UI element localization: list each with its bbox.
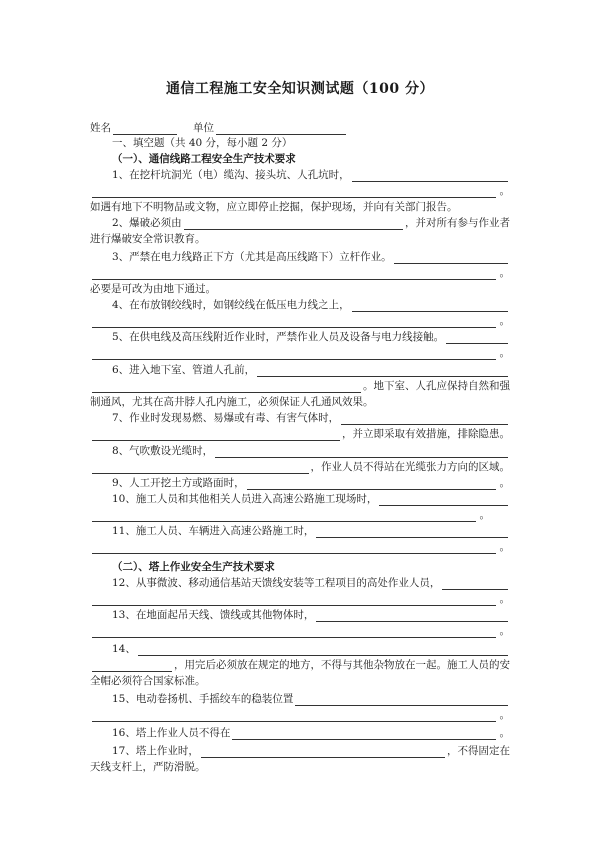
question-11-line2: 。 [90,540,510,554]
question-1-cont: 如遇有地下不明物品或文物，应立即停止挖掘，保护现场，并向有关部门报告。 [90,201,458,213]
q2-blank[interactable] [184,217,403,230]
question-2: 2、爆破必须由 ，并对所有参与作业者 [112,217,510,229]
question-7-line2: ，并立即采取有效措施，排除隐患。 [90,427,510,441]
q11-blank[interactable] [316,525,508,538]
q10-blank[interactable] [379,493,508,506]
question-16: 16、塔上作业人员不得在 。 [112,727,510,739]
q6-blank-2[interactable] [92,380,361,393]
q5-blank-2[interactable] [92,347,496,360]
question-6-cont: 制通风，尤其在高井脖人孔内施工，必须保证人孔通风效果。 [90,396,374,408]
name-label: 姓名 [90,122,111,134]
q16-blank[interactable] [232,727,495,740]
q3-blank[interactable] [394,251,508,264]
question-7: 7、作业时发现易燃、易爆或有毒、有害气体时， [90,411,510,425]
question-6-line2: 。地下室、人孔应保持自然和强 [90,379,510,393]
question-6: 6、进入地下室、管道人孔前， [90,363,510,377]
q4-blank[interactable] [352,299,508,312]
q15-blank-2[interactable] [92,709,496,722]
q4-blank-2[interactable] [92,315,496,328]
question-10: 10、施工人员和其他相关人员进入高速公路施工现场时， [90,492,510,506]
question-8-line2: ，作业人员不得站在光缆张力方向的区域。 [90,460,510,474]
q17-blank[interactable] [201,745,445,758]
question-2-cont: 进行爆破安全常识教育。 [90,233,206,245]
q9-blank[interactable] [247,477,496,490]
question-8: 8、气吹敷设光缆时， [90,444,510,458]
q12-blank[interactable] [442,577,508,590]
q6-blank[interactable] [257,364,508,377]
q14-blank[interactable] [138,643,508,656]
question-14-cont: 全帽必须符合国家标准。 [90,675,206,687]
q15-blank[interactable] [295,693,508,706]
q1-blank[interactable] [352,169,508,182]
q7-blank[interactable] [341,412,508,425]
question-17: 17、塔上作业时， ，不得固定在 [112,745,510,757]
q11-blank-2[interactable] [92,541,496,554]
q3-blank-2[interactable] [92,267,496,280]
question-11: 11、施工人员、车辆进入高速公路施工时， [90,524,510,538]
part1-heading: 一、填空题（共 40 分，每小题 2 分） [112,137,293,149]
question-17-cont: 天线支杆上，严防滑脱。 [90,761,206,773]
section1-heading: （一）、通信线路工程安全生产技术要求 [112,153,296,165]
question-13-line2: 。 [90,624,510,638]
question-13: 13、在地面起吊天线、馈线或其他物体时， [90,608,510,622]
question-1: 1、在挖杆坑洞光（电）缆沟、接头坑、人孔坑时， [90,168,510,182]
q14-blank-2[interactable] [92,659,172,672]
question-12-line2: 。 [90,592,510,606]
question-14: 14、 [90,642,510,656]
question-4-line2: 。 [90,314,510,328]
question-4: 4、在布放钢绞线时，如钢绞线在低压电力线之上， [90,298,510,312]
q12-blank-2[interactable] [92,593,496,606]
question-5-line2: 。 [90,346,510,360]
q5-blank[interactable] [446,331,508,344]
q10-blank-2[interactable] [92,509,476,522]
q13-blank-2[interactable] [92,625,496,638]
question-14-line2: ，用完后必须放在规定的地方，不得与其他杂物放在一起。施工人员的安 [90,658,510,672]
question-15: 15、电动卷扬机、手摇绞车的稳装位置 [90,692,510,706]
question-15-line2: 。 [90,708,510,722]
question-5: 5、在供电线及高压线附近作业时，严禁作业人员及设备与电力线接触。 [90,330,510,344]
exam-title: 通信工程施工安全知识测试题（100 分） [165,81,435,97]
question-12: 12、从事微波、移动通信基站天馈线安装等工程项目的高处作业人员， [90,576,510,590]
question-10-line2: 。 [90,508,490,522]
question-3-cont: 必要是可改为由地下通过。 [90,283,216,295]
q8-blank-2[interactable] [92,461,309,474]
question-1-line2: 。 [90,184,510,198]
section2-heading: （二）、塔上作业安全生产技术要求 [112,561,275,573]
name-unit-row [90,120,348,135]
q8-blank[interactable] [215,445,508,458]
name-input-line[interactable] [113,122,177,135]
unit-input-line[interactable] [216,122,346,135]
question-9: 9、人工开挖土方或路面时， 。 [112,477,510,489]
question-3: 3、严禁在电力线路正下方（尤其是高压线路下）立杆作业。 [90,250,510,264]
question-3-line2: 。 [90,266,510,280]
q13-blank[interactable] [316,609,508,622]
unit-label: 单位 [193,122,214,134]
q7-blank-2[interactable] [92,428,340,441]
q1-blank-2[interactable] [92,185,496,198]
